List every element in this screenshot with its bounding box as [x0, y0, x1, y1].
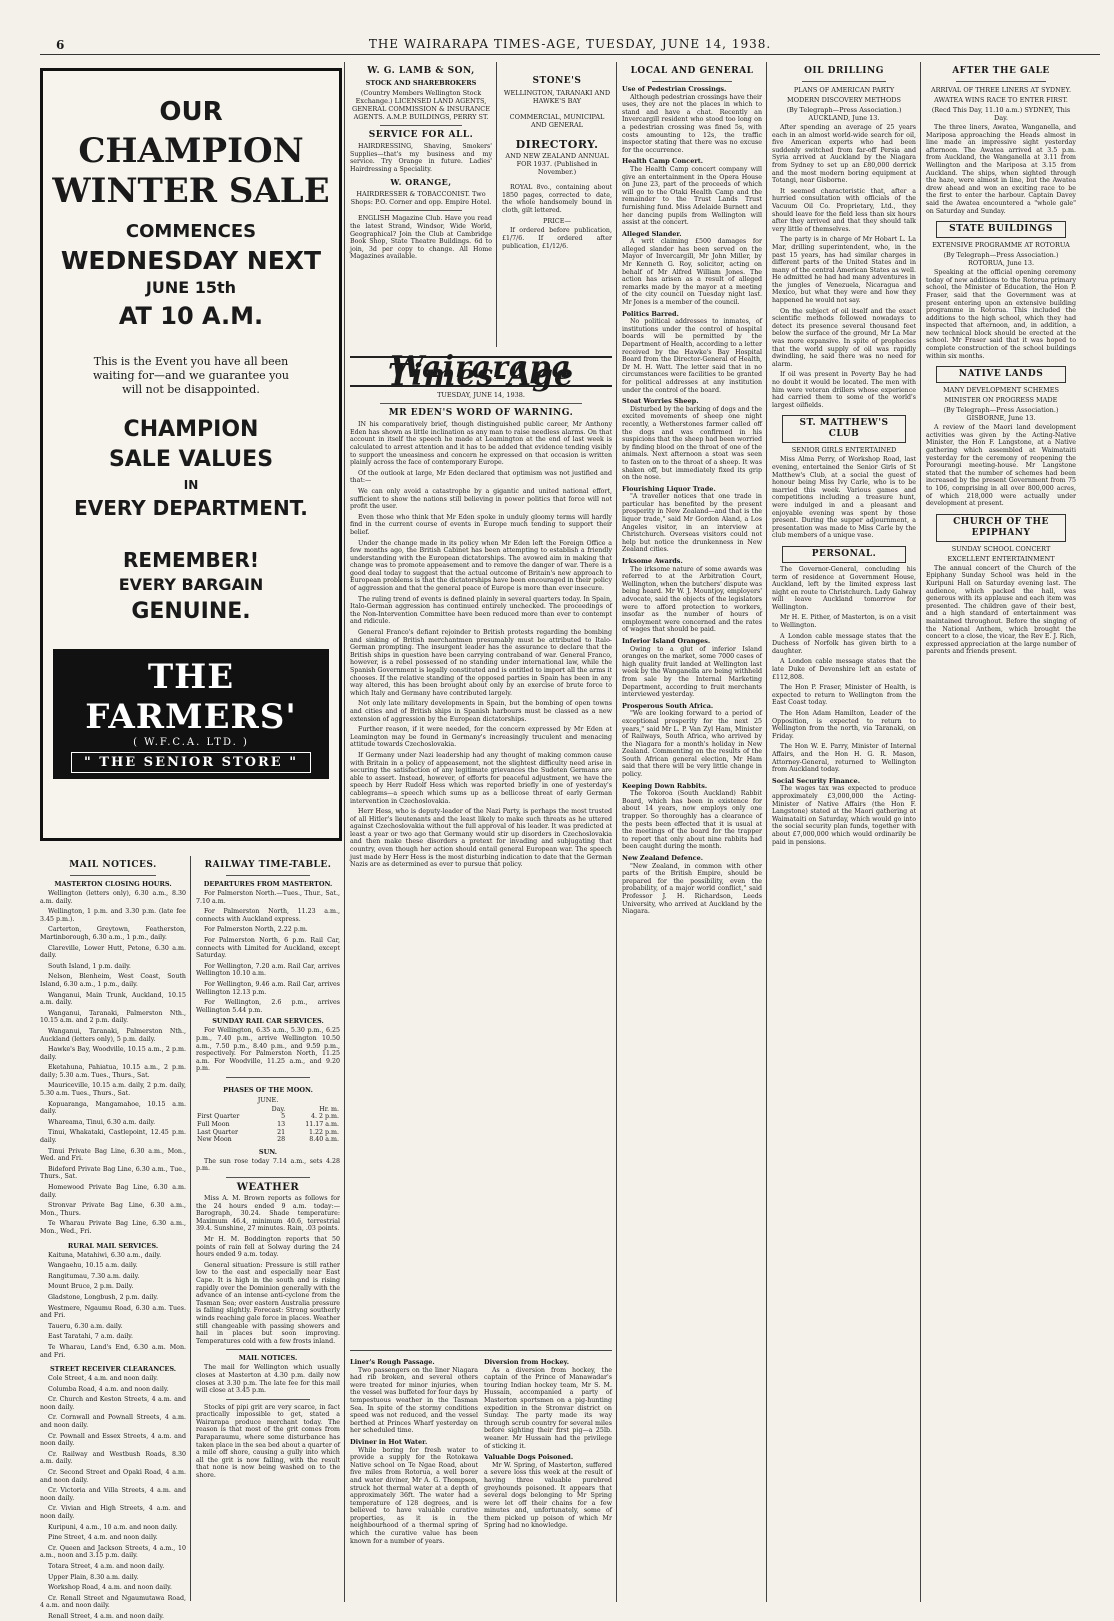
stones-title: STONE'S — [532, 76, 582, 86]
editorial-paragraph: We can only avoid a catastrophe by a gigantic and united national effort, sufficient to show the nations still believing in power politics that force will not profit the user. — [350, 487, 612, 511]
moon-cell: 5 — [281, 1113, 286, 1121]
native-body: A review of the Maori land development activities was given by the Acting-Native Minister, the Hon F. Langstone, at a Native gathering which assembled at Waimataiti yesterday for the ceremony of reopening the Porourangi meeting-house. Mr Langstone stated that the number of schemes had been increased by the present Government from 75 to 106, comprising in all over 800,000 acres, of which 218,000 were actually under development at present. — [926, 424, 1076, 508]
oil-paragraph: On the subject of oil itself and the exact scientific methods followed nowadays to detect its presence several thousand feet below the surface of the ground, Mr La Mar was more expansive. In spite of prophecies that the world supply of oil was rapidly dwindling, he said there was no need for alarm. — [772, 307, 916, 368]
rural-item: Te Wharau, Land's End, 6.30 a.m. Mon. and Fri. — [40, 1343, 186, 1359]
moon-row — [196, 1136, 340, 1144]
masthead — [40, 32, 1100, 55]
local-item-heading: Prosperous South Africa. — [622, 701, 714, 710]
editorial-paragraph: IN his comparatively brief, though distinguished public career, Mr Anthony Eden has shown as little inclination as any man to raise needless alarms. On that account in itself the speech he made at Leamington at the end of last week is calculated to arrest attention and it has to be added that evidence tending visibly to support the uneasiness and concern he expressed on that occasion is written plainly across the face of contemporary Europe. — [350, 421, 612, 467]
rural-item: Mount Bruce, 2 p.m. Daily. — [48, 1283, 134, 1291]
personal-paragraph: The Hon Adam Hamilton, Leader of the Opposition, is expected to return to Wellington from the north, via Taranaki, on Friday. — [772, 710, 916, 740]
stones-sub2: COMMERCIAL, MUNICIPAL AND GENERAL — [509, 113, 605, 129]
mail-item: Wellington, 1 p.m. and 3.30 p.m. (late fee 3.45 p.m.). — [40, 908, 186, 923]
moon-cell: Hr. m. — [319, 1105, 339, 1113]
local-items — [622, 86, 762, 916]
diviner-heading: Diviner in Hot Water. — [350, 1437, 428, 1446]
security-heading: Social Security Finance. — [772, 776, 860, 785]
sun-body: The sun rose today 7.14 a.m., sets 4.28 p.m. — [196, 1157, 340, 1173]
editorial-paragraph: General Franco's defiant rejoinder to British protests regarding the bombing and sinking of British merchantmen presumably must be attributed to Italo-German prompting. The insurgent leader has the assurance to declare that the British ships in question have been carrying contraband of war. General Franco, however, is a rebel possessed of no standing under international law, while the Spanish Government is legally constituted and is entitled to import all the arms it chooses. If the relative standing of the opposed parties in Spain has been in any way altered, this has been brought about only by an exercise of brute force to which Italy and Germany have contributed largely. — [350, 629, 612, 697]
railway-column — [196, 856, 340, 1601]
farmers-sale-advert — [40, 68, 342, 841]
railway-item: For Palmerston North, 6 p.m. Rail Car, connects with Limited for Auckland, except Saturday. — [196, 936, 340, 960]
moon-cell — [196, 1106, 263, 1114]
directory-title: DIRECTORY. — [515, 138, 599, 151]
mail-item: Wellington (letters only), 6.30 a.m., 8.30 a.m. daily. — [40, 890, 186, 905]
ad-values-2: SALE VALUES — [108, 447, 274, 472]
oil-sub2: MODERN DISCOVERY METHODS — [787, 96, 901, 104]
street-item: Columba Road, 4 a.m. and noon daily. — [48, 1385, 169, 1393]
mail-item: Eketahuna, Pahiatua, 10.15 a.m., 2 p.m. daily; 5.30 a.m. Tues., Thurs., Sat. — [40, 1064, 186, 1079]
editorial-heading: MR EDEN'S WORD OF WARNING. — [388, 408, 574, 419]
ad-line-commences: COMMENCES — [125, 221, 257, 242]
street-item: Cr. Queen and Jackson Streets, 4 a.m., 10 a.m., noon and 3.15 p.m. daily. — [40, 1544, 186, 1560]
lamb-body: (Country Members Wellington Stock Exchange.) LICENSED LAND AGENTS, GENERAL COMMISSION & INSURANCE AGENTS. A.M.P. BUILDINGS, PERRY ST. — [352, 89, 490, 121]
weather-para-1: Miss A. M. Brown reports as follows for the 24 hours ended 9 a.m. today:—Barograph, 30.24. Shade temperature: Maximum 46.4, minimum 40.6, terrestrial 39.4. Sunshine, 27 minutes. Rain, .03 points. — [196, 1195, 340, 1233]
oil-paragraph: The party is in charge of Mr Hobart L. La Mar, drilling superintendent, who, in the past 15 years, has had similar charges in different parts of the United States and in many of the central American States as well. He admitted he had had many adventures in the jungles of Venezuela, Nicaragua and Mexico, but what they were and how they happened he would not say. — [772, 236, 916, 305]
pipi-grit-body: Stocks of pipi grit are very scarce, in fact practically impossible to get, stated a Wairarapa produce merchant today. The reason is that most of the grit comes from Paraparaumu, where some disturbance has taken place in the sea bed about a quarter of a mile off shore, causing a gully into which all the grit is now falling, with the result that none is now being washed on to the shore. — [196, 1403, 340, 1480]
annual-text: AND NEW ZEALAND ANNUAL FOR 1937. (Published in November.) — [505, 152, 609, 176]
editorial-paragraph: Herr Hess, who is deputy-leader of the Nazi Party, is perhaps the most trusted of all Hitler's lieutenants and the least likely to make such threats as he uttered against Czechoslovakia without the full approval of his leader. It was predicted at least a year or two ago that Germany would stir up disorders in Czechoslovakia and then make these disorders a pretext for invading and subjugating that country, even though her action should entail general European war. The speech just made by Herr Hess is the most disturbing indication to date that the German Nazis are as determined as ever to pursue that policy. — [350, 808, 612, 869]
railway-item: For Wellington, 7.20 a.m. Rail Car, arrives Wellington 10.10 a.m. — [196, 962, 340, 978]
matthew-body: Miss Alma Perry, of Workshop Road, last evening, entertained the Senior Girls of St Matthew's Club, at a social the guest of honour being Miss Ivy Carle, who is to be married this week. Various games and competitions including a treasure hunt, were indulged in and a pleasant and enjoyable evening was spent by those present. During the supper adjournment, a presentation was made to Miss Carle by the club members of a unique vase. — [772, 456, 916, 540]
dogs-body: Mr W. Spring, of Masterton, suffered a severe loss this week at the result of having three valuable purebred greyhounds poisoned. It appears that several dogs belonging to Mr Spring were let off their chains for a few minutes and, unfortunately, some of them picked up poison of which Mr Spring had no knowledge. — [484, 1461, 612, 1530]
ad-remember-2: EVERY BARGAIN — [118, 575, 264, 594]
ad-remember-3: GENUINE. — [131, 599, 251, 624]
editorial-paragraph: Of the outlook at large, Mr Eden declared that optimism was not justified and that:— — [350, 469, 612, 485]
railway-item: For Palmerston North, 2.22 p.m. — [204, 926, 308, 934]
gale-body: The three liners, Awatea, Wanganella, and Mariposa approaching the Heads almost in line made an impressive sight yesterday afternoon. The Awatea arrived at 3.5 p.m. from Auckland, the Wanganella at 3.11 from Wellington and the Mariposa at 3.15 from Auckland. The ships, when sighted through the haze, were almost in line, but the Awatea drew ahead and won an exciting race to be the first to enter the harbour. Captain Davey said the Awatea encountered a "whole gale" on Saturday and Sunday. — [926, 124, 1076, 215]
farmers-logo-block — [53, 649, 329, 779]
street-item: Pine Street, 4 a.m. and noon daily. — [48, 1534, 158, 1542]
native-dateline: (By Telegraph—Press Association.) GISBORNE, June 13. — [943, 406, 1059, 423]
moon-cell: Last Quarter — [197, 1128, 238, 1136]
stones-sub: WELLINGTON, TARANAKI AND HAWKE'S BAY — [503, 89, 611, 105]
personal-paragraphs — [772, 566, 916, 774]
rural-item: Kaituna, Matahiwi, 6.30 a.m., daily. — [48, 1251, 162, 1259]
weather-heading: WEATHER — [236, 1182, 300, 1194]
rural-item: Westmere, Ngaumu Road, 6.30 a.m. Tues. and Fri. — [40, 1304, 186, 1320]
hockey-heading: Diversion from Hockey. — [484, 1358, 569, 1366]
street-item: Renall Street, 4 a.m. and noon daily. — [48, 1612, 164, 1620]
orange-name: W. ORANGE, — [390, 177, 452, 188]
local-item-heading: Flourishing Liquor Trade. — [622, 484, 716, 493]
local-heading: LOCAL AND GENERAL — [630, 66, 754, 76]
state-sub: EXTENSIVE PROGRAMME AT ROTORUA — [932, 241, 1070, 250]
street-item: Cr. Vivian and High Streets, 4 a.m. and noon daily. — [40, 1505, 186, 1520]
local-item-body: No political addresses to inmates, of institutions under the control of hospital boards will be permitted by the Department of Health, according to a letter received by the Hawke's Bay Hospital Board from the Director-General of Health, Dr M. H. Watt. The letter said that in no circumstances were facilities to be granted for political addresses at any institution under the control of the board. — [622, 318, 762, 394]
moon-heading: PHASES OF THE MOON. — [223, 1085, 313, 1094]
personal-paragraph: Mr H. E. Pither, of Masterton, is on a visit to Wellington. — [772, 614, 916, 630]
moon-row — [196, 1121, 340, 1129]
mail-notice-body: The mail for Wellington which usually closes at Masterton at 4.30 p.m. daily now closes at 3.30 p.m. The late fee for this mail will close at 3.45 p.m. — [196, 1364, 340, 1395]
railway-sub: DEPARTURES FROM MASTERTON. — [203, 880, 333, 888]
street-item: Upper Plain, 8.30 a.m. daily. — [48, 1573, 139, 1581]
mail-item: Nelson, Blenheim, West Coast, South Island, 6.30 a.m., 1 p.m., daily. — [40, 973, 186, 988]
oil-paragraph: It seemed characteristic that, after a hurried consultation with officials of the Vacuum Oil Co. Proprietary, Ltd., they should leave for the field less than six hours after they arrived and that they should talk very little of themselves. — [772, 187, 916, 233]
ad-values-4: EVERY DEPARTMENT. — [74, 496, 308, 520]
lamb-title: W. G. LAMB & SON, — [367, 66, 475, 76]
state-body: Speaking at the official opening ceremony today of new additions to the Rotorua primary school, the Minister of Education, the Hon P. Fraser, said that the Government was at present entering upon an extensive building programme in Rotorua. This included the additions to the high school, which they had inspected that afternoon, and, in addition, a new technical block should be erected at the school. Mr Fraser said that it was hoped to complete construction of the school buildings within six months. — [926, 269, 1076, 360]
magazine-ad: ENGLISH Magazine Club. Have you read the latest Strand, Windsor, Wide World, Geographical? Join the Club at Cambridge Book Shop, State Theatre Buildings. 6d to join, 3d per copy to change. All Home Magazines available. — [350, 215, 492, 261]
local-item-heading: New Zealand Defence. — [622, 854, 704, 862]
street-item: Cr. Cornwall and Pownall Streets, 4 a.m. and noon daily. — [40, 1414, 186, 1430]
diviner-body: While boring for fresh water to provide a supply for the Rotokawa Native school on Te Ngae Road, about five miles from Rotorua, a well borer and water diviner, Mr A. G. Thompson, struck hot thermal water at a depth of approximately 36ft. The water had a temperature of 128 degrees, and is believed to have valuable curative properties, as it is in the neighbourhood of a thermal spring of which the curative value has been known for a number of years. — [350, 1446, 478, 1545]
local-item-body: Disturbed by the barking of dogs and the excited movements of sheep one night recently, a Wetherstones farmer called off the dogs and was confirmed in his suspicions that the sheep had been worried by finding blood on the throat of one of the animals. Next afternoon a stoat was seen to fasten on to the throat of a sheep. It was shaken off, but immediately fixed its grip on the nose. — [622, 405, 762, 482]
editorial-paragraphs — [350, 421, 612, 869]
moon-cell: 1.22 p.m. — [308, 1128, 339, 1136]
moon-cell: Full Moon — [197, 1121, 230, 1129]
moon-cell: 28 — [277, 1136, 286, 1144]
gale-dateline: (Recd This Day, 11.10 a.m.) SYDNEY, This Day. — [931, 106, 1071, 122]
stones-ad-column — [502, 62, 612, 347]
oil-paragraph: After spending an average of 25 years each in an almost world-wide search for oil, five American experts who had been suddenly switched from far-off Persia and Syria arrived at Auckland by the Niagara from Sydney to set up an £80,000 derrick and the most modern boring equipment at Totangi, near Gisborne. — [772, 124, 916, 185]
local-item-heading: Irksome Awards. — [622, 557, 683, 566]
oil-column — [772, 62, 916, 1602]
liner-body: Two passengers on the liner Niagara had rib broken, and several others were treated for minor injuries, when the vessel was buffeted for four days by tempestuous weather in the Tasman Sea. In spite of the stormy conditions speed was not reduced, and the vessel berthed at Princes Wharf yesterday on her scheduled time. — [350, 1366, 478, 1435]
local-item-body: A writ claiming £500 damages for alleged slander has been served on the Mayor of Invercargill, Mr John Miller, by Mr Kenneth G. Roy, solicitor, acting on behalf of Mr Alfred William Jones. The action has arisen as a result of alleged remarks made by the mayor at a meeting of the city council on Tuesday night last. Mr Jones is a member of the council. — [622, 238, 762, 307]
state-dateline: (By Telegraph—Press Association.) ROTORUA, June 13. — [943, 251, 1059, 268]
mail-item: Hawke's Bay, Woodville, 10.15 a.m., 2 p.m. daily. — [40, 1046, 186, 1061]
service-title: SERVICE FOR ALL. — [368, 130, 474, 140]
mail-item: Tinui Private Bag Line, 6.30 a.m., Mon., Wed. and Fri. — [40, 1147, 186, 1163]
local-item-body: "A traveller notices that one trade in particular has benefited by the present prosperity in New Zealand—and that is the liquor trade," said Mr Gordon Aland, a Los Angeles visitor, in an interview at Christchurch. Overseas visitors could not help but notice the drunkenness in New Zealand cities. — [622, 493, 762, 554]
rural-item: Rangitumau, 7.30 a.m. daily. — [48, 1272, 140, 1280]
ad-note: This is the Event you have all been waiting for—and we guarantee you will not be disappointed. — [92, 355, 290, 396]
moon-row — [196, 1113, 340, 1121]
rural-item: East Taratahi, 7 a.m. daily. — [48, 1333, 133, 1341]
local-item-body: Owing to a glut of inferior Island oranges on the market, some 7000 cases of high quality fruit landed at Wellington last week by the Wanganella are being withheld from sale by the Internal Marketing Department, according to fruit merchants interviewed yesterday. — [622, 645, 762, 699]
orange-body: HAIRDRESSER & TOBACCONIST. Two Shops: P.O. Corner and opp. Empire Hotel. — [350, 190, 492, 207]
street-item: Cr. Second Street and Opaki Road, 4 a.m. and noon daily. — [40, 1469, 186, 1484]
gale-column — [926, 62, 1076, 1602]
mail-item: Tinui, Whakataki, Castlepoint, 12.45 p.m. daily. — [40, 1129, 186, 1145]
oil-paragraphs — [772, 124, 916, 409]
ad-remember-1: REMEMBER! — [123, 548, 259, 572]
masthead-title: THE WAIRARAPA TIMES-AGE, TUESDAY, JUNE 14, 1938. — [368, 37, 772, 51]
local-item-heading: Stoat Worries Sheep. — [622, 397, 699, 406]
moon-cell: New Moon — [197, 1136, 232, 1144]
page-number: 6 — [56, 38, 65, 52]
native-sub2: MINISTER ON PROGRESS MADE — [944, 396, 1058, 405]
moon-month: JUNE. — [257, 1095, 279, 1104]
mail-item: Kopuaranga, Mangamahoe, 10.15 a.m. daily. — [40, 1100, 186, 1116]
lamb-ads-column — [350, 62, 492, 347]
moon-table — [196, 1106, 340, 1144]
matthew-sub: SENIOR GIRLS ENTERTAINED — [791, 446, 897, 455]
ad-line-wednesday: WEDNESDAY NEXT — [60, 246, 322, 275]
liner-heading: Liner's Rough Passage. — [350, 1358, 435, 1366]
moon-cell: 8.40 a.m. — [309, 1136, 339, 1144]
native-heading: NATIVE LANDS — [936, 366, 1066, 383]
royal-text: ROYAL 8vo., containing about 1850 pages, corrected to date, the whole handsomely bound in cloth, gilt lettered. — [502, 184, 612, 214]
mail-item: Carterton, Greytown, Featherston, Martinborough, 6.30 a.m., 1 p.m., daily. — [40, 926, 186, 941]
ad-line-winter-sale: WINTER SALE — [52, 171, 330, 211]
rural-items — [40, 1252, 186, 1360]
oil-paragraph: If oil was present in Poverty Bay he had no doubt it would be located. The men with him were veteran drillers whose experience had carried them to some of the world's largest oilfields. — [772, 371, 916, 409]
sun-heading: SUN. — [258, 1147, 278, 1156]
dogs-heading: Valuable Dogs Poisoned. — [484, 1453, 574, 1462]
weather-para-2: Mr H. M. Boddington reports that 50 points of rain fell at Solway during the 24 hours ended 9 a.m. today. — [196, 1236, 340, 1259]
moon-cell: First Quarter — [197, 1113, 240, 1121]
mail-notice-heading: MAIL NOTICES. — [238, 1354, 298, 1363]
moon-cell: 13 — [277, 1121, 286, 1129]
mail-sub: MASTERTON CLOSING HOURS. — [54, 880, 172, 888]
street-items — [40, 1375, 186, 1620]
sunday-body: For Wellington, 6.35 a.m., 5.30 p.m., 6.25 p.m., 7.40 p.m., arrive Wellington 10.50 a.m., 7.50 p.m., 8.40 p.m., and 9.59 p.m., respectively. For Palmerston North, 11.25 a.m. For Woodville, 11.25 a.m., and 9.20 p.m. — [196, 1027, 340, 1073]
personal-heading: PERSONAL. — [782, 546, 906, 563]
personal-paragraph: The Hon W. E. Parry, Minister of Internal Affairs, and the Hon H. G. R. Mason, Attorney-General, returned to Wellington from Auckland today. — [772, 743, 916, 774]
security-body: The wages tax was expected to produce approximately £3,000,000 the Acting-Minister of Native Affairs (the Hon F. Langstone) stated at the Maori gathering at Waimataiti on Saturday, which would go into the social security plan funds, together with about £7,000,000 which would ordinarily be paid in pensions. — [772, 785, 916, 846]
mail-item: Wanganui, Taranaki, Palmerston Nth., 10.15 a.m. and 2 p.m. daily. — [40, 1009, 186, 1025]
editorial-date: TUESDAY, JUNE 14, 1938. — [437, 391, 525, 400]
mail-item: Stronvar Private Bag Line, 6.30 a.m., Mon., Thurs. — [40, 1202, 186, 1217]
street-item: Cole Street, 4 a.m. and noon daily. — [48, 1375, 159, 1383]
weather-para-3: General situation: Pressure is still rather low to the east and especially near East Cape. It is high in the south and is rising rapidly over the Dominion generally with the advance of an intense anti-cyclone from the Tasman Sea; over eastern Australia pressure is falling slightly. Forecast: Strong southerly winds reaching gale force in places. Weather still changeable with passing showers and hail in places but soon improving. Temperatures cold with a few frosts inland. — [196, 1261, 340, 1345]
street-item: Cr. Pownall and Essex Streets, 4 a.m. and noon daily. — [40, 1432, 186, 1448]
mail-notices-column — [40, 856, 186, 1620]
church-heading: CHURCH OF THE EPIPHANY — [936, 514, 1066, 542]
local-item-heading: Politics Barred. — [622, 309, 679, 318]
local-item-heading: Health Camp Concert. — [622, 157, 704, 166]
church-body: The annual concert of the Church of the Epiphany Sunday School was held in the Kuripuni Hall on Saturday evening last. The audience, which packed the hall, was generous with its applause and each item was presented. The children gave of their best, and a high standard of entertainment was maintained throughout. Before the singing of the National Anthem, which brought the concert to a close, the vicar, the Rev E. J. Rich, expressed appreciation at the large number of parents and friends present. — [926, 564, 1076, 656]
rural-item: Wangaehu, 10.15 a.m. daily. — [48, 1262, 138, 1270]
state-heading: STATE BUILDINGS — [936, 221, 1066, 238]
editorial-column — [350, 348, 612, 1348]
mail-heading: MAIL NOTICES. — [69, 860, 157, 870]
ad-line-date: JUNE 15th — [145, 278, 237, 297]
ad-values-1: CHAMPION — [123, 417, 259, 442]
farmers-tagline: " THE SENIOR STORE " — [71, 752, 311, 773]
editorial-paragraph: Not only late military developments in Spain, but the bombing of open towns and cities and of British ships in Spanish harbours must be classed as a new extension of aggression by the European dictatorships. — [350, 700, 612, 723]
local-item-body: The irksome nature of some awards was referred to at the Arbitration Court, Wellington, when the butchers' dispute was being heard. Mr W. J. Mountjoy, employers' advocate, said the objects of the legislators were to afford protection to workers, insofar as the number of hours of employment were concerned and the rates of wages that should be paid. — [622, 565, 762, 634]
matthew-heading: ST. MATTHEW'S CLUB — [782, 415, 906, 443]
mail-item: Clareville, Lower Hutt, Petone, 6.30 a.m. daily. — [40, 944, 186, 960]
price-label: PRICE— — [542, 217, 572, 226]
ad-line-time: AT 10 A.M. — [118, 302, 264, 330]
mail-item: Te Wharau Private Bag Line, 6.30 a.m., Mon., Wed., Fri. — [40, 1220, 186, 1235]
local-item-body: "We are looking forward to a period of exceptional prosperity for the next 25 years," said Mr L. P. Van Zyl Ham, Minister of Railways, South Africa, who arrived by the Niagara for a month's holiday in New Zealand. Commenting on the results of the South African general election, Mr Ham said that there will be very little change in policy. — [622, 710, 762, 779]
rural-item: Gladstone, Longbush, 2 p.m. daily. — [48, 1293, 159, 1301]
editorial-paragraph: Further reason, if it were needed, for the concern expressed by Mr Eden at Leamington may be found in Germany's increasingly truculent and menacing attitude towards Czechoslovakia. — [350, 726, 612, 749]
gale-sub2: AWATEA WINS RACE TO ENTER FIRST. — [934, 96, 1068, 104]
farmers-small: ( W.F.C.A. LTD. ) — [133, 737, 249, 748]
mail-item: Bideford Private Bag Line, 6.30 a.m., Tue., Thurs., Sat. — [40, 1165, 186, 1181]
local-item-heading: Inferior Island Oranges. — [622, 636, 711, 645]
native-sub: MANY DEVELOPMENT SCHEMES — [943, 386, 1059, 395]
railway-item: For Palmerston North.—Tues., Thur., Sat., 7.10 a.m. — [196, 890, 340, 905]
railway-heading: RAILWAY TIME-TABLE. — [204, 860, 332, 870]
moon-cell: 21 — [277, 1128, 286, 1136]
street-item: Workshop Road, 4 a.m. and noon daily. — [48, 1584, 172, 1592]
briefs-left — [350, 1355, 478, 1600]
mail-item: South Island, 1 p.m. daily. — [48, 962, 131, 970]
mail-item: Whareama, Tinui, 6.30 a.m. daily. — [48, 1118, 156, 1126]
moon-cell: 4. 2 p.m. — [310, 1113, 339, 1121]
moon-row — [196, 1106, 340, 1114]
local-general-column — [622, 62, 762, 1602]
editorial-paragraph: If Germany under Nazi leadership had any thought of making common cause with Britain in a policy of appeasement, not the slightest difficulty need arise in securing the satisfaction of any legitimate grievances the Sudeten Germans are able to assert. Instead, however, of efforts for peaceful adjustment, we have the speech by Herr Rudolf Hess which was reported briefly in one of yesterday's cablegrams—a speech which sums up as a bellicose threat of early German intervention in Czechoslovakia. — [350, 751, 612, 805]
local-item-body: Although pedestrian crossings have their uses, they are not the places in which to stand and have a chat. Recently an Invercargill resident who stood too long on a pedestrian crossing was fined 5s, with costs amounting to 12s, the traffic inspector stating that there was no excuse for the occurrence. — [622, 93, 762, 154]
church-sub: SUNDAY SCHOOL CONCERT — [951, 544, 1051, 553]
local-item-heading: Alleged Slander. — [622, 229, 682, 238]
oil-heading: OIL DRILLING — [804, 66, 884, 76]
editorial-paragraph: The ruling trend of events is defined plainly in several quarters today. In Spain, Italo-German aggression has continued entirely unchecked. The proceedings of the Non-Intervention Committee have been reduced more than ever to contempt and ridicule. — [350, 595, 612, 626]
street-item: Cr. Railway and Westbush Roads, 8.30 a.m. daily. — [40, 1450, 186, 1466]
lamb-sub: STOCK AND SHAREBROKERS — [365, 79, 477, 87]
local-item-heading: Use of Pedestrian Crossings. — [622, 85, 727, 93]
church-sub2: EXCELLENT ENTERTAINMENT — [947, 554, 1055, 563]
local-item-body: The Health Camp concert company will give an entertainment in the Opera House on June 23, part of the proceeds of which will go to the Otaki Health Camp and the remainder to the Trust Lands Trust furnishing fund. Miss Adelaide Burnett and her dancing pupils from Wellington will assist at the concert. — [622, 165, 762, 227]
gale-heading: AFTER THE GALE — [952, 66, 1050, 76]
ad-values-3: IN — [183, 478, 199, 492]
street-item: Cr. Church and Keston Streets, 4 a.m. and noon daily. — [40, 1396, 186, 1411]
mail-item: Mauriceville, 10.15 a.m. daily, 2 p.m. daily, 5.30 a.m. Tues., Thurs., Sat. — [40, 1082, 186, 1098]
local-item-body: "New Zealand, in common with other parts of the British Empire, should be prepared for the possibility, even the probability, of a major world conflict," said Professor J. H. Richardson, Leeds University, who arrived at Auckland by the Niagara. — [622, 862, 762, 916]
personal-paragraph: A London cable message states that the late Duke of Devonshire left an estate of £112,808. — [772, 658, 916, 681]
editorial-paragraph: Even those who think that Mr Eden spoke in unduly gloomy terms will hardly find in the current course of events in Europe much tending to support their belief. — [350, 513, 612, 536]
oil-dateline: (By Telegraph—Press Association.) AUCKLAND, June 13. — [786, 106, 902, 122]
mail-items — [40, 890, 186, 1236]
railway-item: For Wellington, 9.46 a.m. Rail Car, arrives Wellington 12.13 p.m. — [196, 980, 340, 996]
street-item: Cr. Renall Street and Ngaumutawa Road, 4 a.m. and noon daily. — [40, 1594, 186, 1610]
local-item-heading: Keeping Down Rabbits. — [622, 781, 708, 790]
rural-heading: RURAL MAIL SERVICES. — [67, 1241, 159, 1250]
personal-paragraph: The Hon P. Fraser, Minister of Health, is expected to return to Wellington from the East Coast today. — [772, 684, 916, 707]
moon-cell: 11.17 a.m. — [305, 1121, 339, 1129]
ad-line-champion: CHAMPION — [78, 131, 304, 171]
rural-item: Taueru, 6.30 a.m. daily. — [48, 1322, 123, 1330]
mail-item: Wanganui, Main Trunk, Auckland, 10.15 a.m. daily. — [40, 991, 186, 1007]
street-heading: STREET RECEIVER CLEARANCES. — [49, 1365, 177, 1374]
briefs-right — [484, 1355, 612, 1600]
farmers-name: THE FARMERS' — [85, 657, 297, 737]
service-body: HAIRDRESSING, Shaving, Smokers' Supplies—that's my business and my service. Try Orange in future. Ladies' Hairdressing a Speciality. — [350, 143, 492, 173]
sunday-heading: SUNDAY RAIL CAR SERVICES. — [212, 1017, 324, 1026]
railway-item: For Wellington, 2.6 p.m., arrives Wellington 5.44 p.m. — [196, 999, 340, 1014]
street-item: Totara Street, 4 a.m. and noon daily. — [48, 1562, 165, 1570]
railway-item: For Palmerston North, 11.23 a.m., connects with Auckland express. — [196, 908, 340, 923]
hockey-body: As a diversion from hockey, the captain of the Prince of Manawadar's touring Indian hockey team, Mr S. M. Hussain, accompanied a party of Masterton sportsmen on a pig-hunting expedition in the Stronvar district on Sunday. The party made its way through scrub country for several miles before sighting their first pig—a 25lb. weaner. Mr Hussain had the privilege of sticking it. — [484, 1366, 612, 1450]
mail-item: Wanganui, Taranaki, Palmerston Nth., Auckland (letters only), 5 p.m. daily. — [40, 1027, 186, 1043]
street-item: Cr. Victoria and Villa Streets, 4 a.m. and noon daily. — [40, 1487, 186, 1502]
oil-sub: PLANS OF AMERICAN PARTY — [793, 86, 895, 94]
personal-paragraph: The Governor-General, concluding his term of residence at Government House, Auckland, left by the limited express last night en route to Christchurch. Lady Galway will leave Auckland tomorrow for Wellington. — [772, 565, 916, 611]
nameplate: Wairarapa Times-Age — [350, 356, 612, 387]
personal-paragraph: A London cable message states that the Duchess of Norfolk has given birth to a daughter. — [772, 632, 916, 655]
mail-item: Homewood Private Bag Line, 6.30 a.m. daily. — [40, 1184, 186, 1199]
editorial-paragraph: Under the change made in its policy when Mr Eden left the Foreign Office a few months ago, the British Cabinet has been attempting to establish a friendly understanding with the European dictatorships. The avowed aim in making that change was to promote appeasement and to remove the danger of war. There is a good deal today to suggest that the actual outcome of Britain's new approach to European problems is that the dictatorships have been encouraged in their policy of aggression and that the general peace of Europe is more than ever insecure. — [350, 539, 612, 593]
ad-line-our: OUR — [159, 97, 223, 127]
moon-cell: Day. — [271, 1105, 286, 1113]
gale-sub: ARRIVAL OF THREE LINERS AT SYDNEY. — [930, 86, 1072, 94]
moon-row — [196, 1129, 340, 1137]
street-item: Kuripuni, 4 a.m., 10 a.m. and noon daily. — [48, 1523, 178, 1531]
local-item-body: The Tokoroa (South Auckland) Rabbit Board, which has been in existence for about 14 years, now employs only one trapper. So thoroughly has a clearance of the pests been effected that it is usual at the meetings of the board for the trapper to report that only about nine rabbits had been caught during the month. — [622, 790, 762, 851]
railway-items — [196, 890, 340, 1014]
price-body: If ordered before publication, £1/7/6. If ordered after publication, £1/12/6. — [502, 227, 612, 250]
